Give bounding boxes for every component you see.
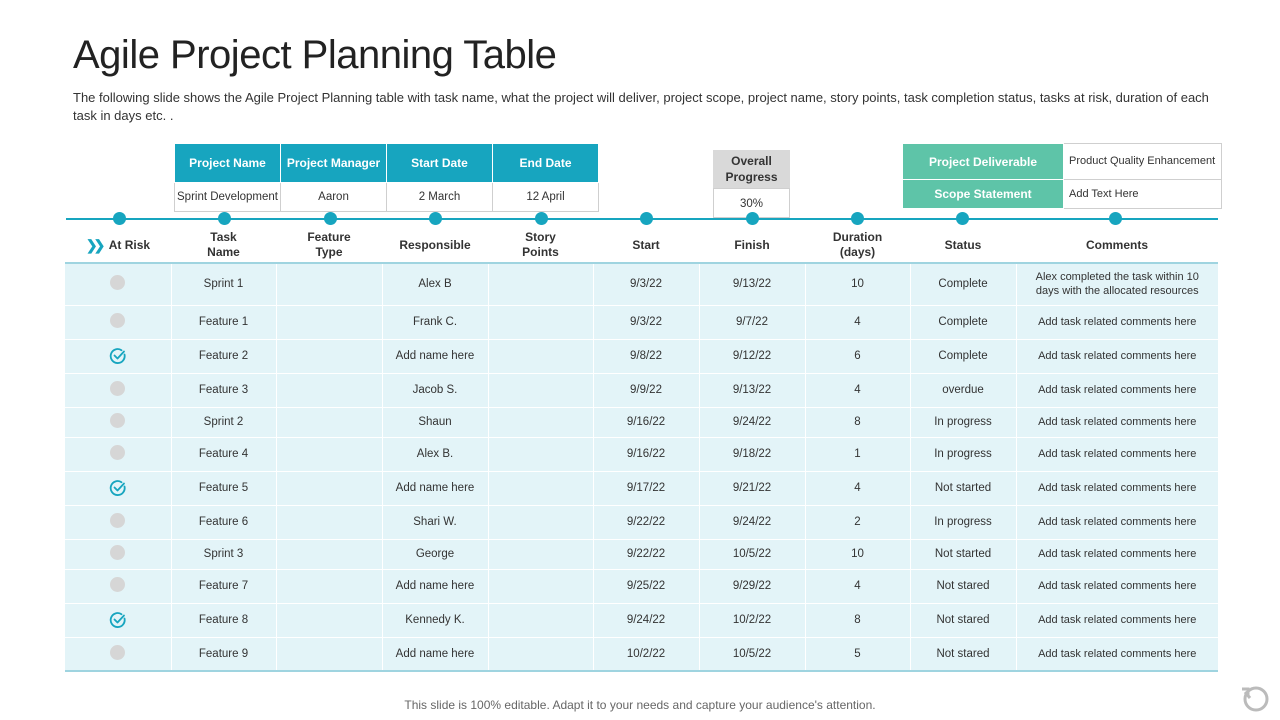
finish-cell: 9/13/22 — [699, 263, 805, 305]
at-risk-cell — [65, 407, 171, 437]
column-header-story-points: Story Points — [522, 230, 559, 259]
task-name-cell: Feature 7 — [171, 569, 276, 603]
responsible-cell: Shari W. — [382, 505, 488, 539]
feature-type-cell — [276, 637, 382, 671]
project-info-table — [174, 143, 599, 212]
feature-type-cell — [276, 603, 382, 637]
table-row — [65, 437, 1218, 471]
status-cell: In progress — [910, 505, 1016, 539]
feature-type-cell — [276, 539, 382, 569]
start-cell: 9/25/22 — [593, 569, 699, 603]
status-dot-icon — [110, 413, 125, 428]
duration-cell: 8 — [805, 407, 910, 437]
story-points-cell — [488, 603, 593, 637]
project-manager-value: Aaron — [281, 183, 387, 212]
timeline-dot — [218, 212, 231, 225]
status-dot-icon — [110, 577, 125, 592]
status-dot-icon — [110, 381, 125, 396]
comment-cell: Add task related comments here — [1016, 373, 1218, 407]
finish-cell: 9/29/22 — [699, 569, 805, 603]
at-risk-cell — [65, 539, 171, 569]
finish-cell: 9/24/22 — [699, 407, 805, 437]
page-subtitle: The following slide shows the Agile Project Planning table with task name, what the project will deliver, project scope, project name, story points, task completion status, tasks at risk, duration of each task in days etc. . — [73, 90, 1209, 123]
status-dot-icon — [110, 275, 125, 290]
at-risk-cell — [65, 603, 171, 637]
table-row — [65, 603, 1218, 637]
status-cell: Not started — [910, 539, 1016, 569]
status-cell: overdue — [910, 373, 1016, 407]
overall-progress-value: 30% — [713, 188, 790, 218]
project-deliverable-label: Project Deliverable — [903, 144, 1064, 180]
finish-cell: 10/2/22 — [699, 603, 805, 637]
finish-cell: 9/13/22 — [699, 373, 805, 407]
table-row — [65, 637, 1218, 671]
status-cell: In progress — [910, 437, 1016, 471]
timeline-dot — [746, 212, 759, 225]
task-name-cell: Feature 8 — [171, 603, 276, 637]
story-points-cell — [488, 305, 593, 339]
table-row — [65, 305, 1218, 339]
duration-cell: 2 — [805, 505, 910, 539]
comment-cell: Add task related comments here — [1038, 647, 1197, 660]
start-cell: 9/22/22 — [593, 505, 699, 539]
start-date-header: Start Date — [387, 144, 493, 183]
timeline-dot — [429, 212, 442, 225]
page-title: Agile Project Planning Table — [73, 33, 557, 77]
check-circle-icon — [109, 347, 127, 365]
column-header-feature-type: Feature Type — [307, 230, 351, 259]
duration-cell: 4 — [805, 569, 910, 603]
start-cell: 9/9/22 — [593, 373, 699, 407]
duration-cell: 10 — [805, 539, 910, 569]
status-cell: In progress — [910, 407, 1016, 437]
feature-type-cell — [276, 569, 382, 603]
at-risk-cell — [65, 305, 171, 339]
column-header-start: Start — [632, 237, 660, 252]
comment-cell: Add task related comments here — [1016, 505, 1218, 539]
status-cell: Complete — [910, 339, 1016, 373]
footer-note: This slide is 100% editable. Adapt it to your needs and capture your audience's attention. — [404, 698, 876, 712]
responsible-cell: Frank C. — [382, 305, 488, 339]
end-date-header: End Date — [493, 144, 599, 183]
status-cell: Not stared — [910, 569, 1016, 603]
table-row — [65, 339, 1218, 373]
timeline-dot — [640, 212, 653, 225]
status-dot-icon — [110, 645, 125, 660]
finish-cell: 10/5/22 — [699, 539, 805, 569]
end-date-value: 12 April — [493, 183, 599, 212]
column-header-at-risk: ❯❯ At Risk — [85, 236, 151, 253]
story-points-cell — [488, 637, 593, 671]
table-row — [65, 569, 1218, 603]
start-cell: 9/22/22 — [593, 539, 699, 569]
start-cell: 9/16/22 — [593, 407, 699, 437]
feature-type-cell — [276, 407, 382, 437]
finish-cell: 9/7/22 — [699, 305, 805, 339]
timeline-dot — [113, 212, 126, 225]
at-risk-cell — [65, 637, 171, 671]
at-risk-cell — [65, 569, 171, 603]
feature-type-cell — [276, 373, 382, 407]
column-header-comments: Comments — [1085, 237, 1148, 252]
comment-cell: Alex completed the task within 10 days with the allocated resources — [1016, 263, 1218, 305]
finish-cell: 9/12/22 — [699, 339, 805, 373]
status-dot-icon — [110, 313, 125, 328]
duration-cell: 6 — [805, 339, 910, 373]
task-name-cell: Sprint 2 — [171, 407, 276, 437]
responsible-cell: Alex B — [382, 263, 488, 305]
task-name-cell: Feature 4 — [171, 437, 276, 471]
comment-cell: Add task related comments here — [1016, 471, 1218, 505]
feature-type-cell — [276, 505, 382, 539]
responsible-cell: George — [382, 539, 488, 569]
task-name-cell: Feature 2 — [171, 339, 276, 373]
status-cell: Not stared — [910, 637, 1016, 671]
table-row — [65, 471, 1218, 505]
responsible-cell: Add name here — [382, 339, 488, 373]
at-risk-cell — [65, 339, 171, 373]
status-cell: Not started — [910, 471, 1016, 505]
column-header-task-name: Task Name — [207, 230, 240, 259]
comment-cell: Add task related comments here — [1016, 305, 1218, 339]
story-points-cell — [488, 437, 593, 471]
timeline-dot — [535, 212, 548, 225]
status-dot-icon — [110, 513, 125, 528]
column-header-finish: Finish — [734, 237, 770, 252]
responsible-cell: Jacob S. — [382, 373, 488, 407]
finish-cell: 9/18/22 — [699, 437, 805, 471]
column-header-status: Status — [944, 237, 982, 252]
start-cell: 9/16/22 — [593, 437, 699, 471]
at-risk-cell — [65, 437, 171, 471]
responsible-cell: Add name here — [382, 471, 488, 505]
status-dot-icon — [110, 445, 125, 460]
comment-cell: Add task related comments here — [1016, 437, 1218, 471]
story-points-cell — [488, 263, 593, 305]
project-name-header: Project Name — [175, 144, 281, 183]
task-name-cell: Feature 3 — [171, 373, 276, 407]
duration-cell: 5 — [805, 637, 910, 671]
feature-type-cell — [276, 263, 382, 305]
status-cell: Complete — [910, 305, 1016, 339]
responsible-cell: Add name here — [382, 569, 488, 603]
refresh-logo-icon — [1236, 680, 1272, 716]
start-cell: 9/8/22 — [593, 339, 699, 373]
at-risk-cell — [65, 471, 171, 505]
column-header-duration: Duration (days) — [832, 230, 883, 259]
task-name-cell: Feature 6 — [171, 505, 276, 539]
check-circle-icon — [109, 611, 127, 629]
planning-table — [65, 262, 1218, 672]
start-cell: 9/24/22 — [593, 603, 699, 637]
story-points-cell — [488, 569, 593, 603]
scope-statement-value: Add Text Here — [1064, 180, 1222, 209]
duration-cell: 10 — [805, 263, 910, 305]
feature-type-cell — [276, 339, 382, 373]
task-name-cell: Feature 1 — [171, 305, 276, 339]
feature-type-cell — [276, 437, 382, 471]
comment-cell: Add task related comments here — [1016, 603, 1218, 637]
start-cell: 9/3/22 — [593, 263, 699, 305]
table-row — [65, 505, 1218, 539]
timeline-dot — [851, 212, 864, 225]
task-name-cell: Feature 5 — [171, 471, 276, 505]
comment-cell: Add task related comments here — [1016, 339, 1218, 373]
responsible-cell: Shaun — [382, 407, 488, 437]
task-name-cell: Sprint 1 — [171, 263, 276, 305]
story-points-cell — [488, 373, 593, 407]
project-deliverable-value: Product Quality Enhancement — [1064, 144, 1222, 180]
duration-cell: 4 — [805, 373, 910, 407]
story-points-cell — [488, 339, 593, 373]
column-header-responsible: Responsible — [399, 237, 471, 252]
status-dot-icon — [110, 545, 125, 560]
start-cell: 9/17/22 — [593, 471, 699, 505]
project-manager-header: Project Manager — [281, 144, 387, 183]
comment-cell: Add task related comments here — [1016, 569, 1218, 603]
scope-statement-label: Scope Statement — [903, 180, 1064, 209]
story-points-cell — [488, 407, 593, 437]
at-risk-cell — [65, 263, 171, 305]
responsible-cell: Alex B. — [382, 437, 488, 471]
start-date-value: 2 March — [387, 183, 493, 212]
duration-cell: 1 — [805, 437, 910, 471]
story-points-cell — [488, 505, 593, 539]
duration-cell: 4 — [805, 305, 910, 339]
check-circle-icon — [109, 479, 127, 497]
timeline-dot — [1109, 212, 1122, 225]
responsible-cell: Kennedy K. — [382, 603, 488, 637]
task-name-cell: Feature 9 — [171, 637, 276, 671]
status-cell: Not stared — [910, 603, 1016, 637]
at-risk-cell — [65, 373, 171, 407]
project-name-value: Sprint Development — [175, 183, 281, 212]
at-risk-cell — [65, 505, 171, 539]
feature-type-cell — [276, 471, 382, 505]
duration-cell: 4 — [805, 471, 910, 505]
timeline-dot — [956, 212, 969, 225]
finish-cell: 9/21/22 — [699, 471, 805, 505]
table-row — [65, 539, 1218, 569]
feature-type-cell — [276, 305, 382, 339]
story-points-cell — [488, 539, 593, 569]
start-cell: 9/3/22 — [593, 305, 699, 339]
status-cell: Complete — [910, 263, 1016, 305]
comment-cell: Add task related comments here — [1016, 539, 1218, 569]
overall-progress-label: Overall Progress — [713, 150, 790, 188]
table-row — [65, 263, 1218, 305]
responsible-cell: Add name here — [382, 637, 488, 671]
double-chevron-right-icon: ❯❯ — [85, 236, 102, 253]
story-points-cell — [488, 471, 593, 505]
timeline-dot — [324, 212, 337, 225]
comment-cell: Add task related comments here — [1016, 407, 1218, 437]
deliverables-table — [902, 143, 1222, 209]
duration-cell: 8 — [805, 603, 910, 637]
start-cell: 10/2/22 — [593, 637, 699, 671]
table-row — [65, 373, 1218, 407]
task-name-cell: Sprint 3 — [171, 539, 276, 569]
finish-cell: 10/5/22 — [699, 637, 805, 671]
table-row — [65, 407, 1218, 437]
finish-cell: 9/24/22 — [699, 505, 805, 539]
